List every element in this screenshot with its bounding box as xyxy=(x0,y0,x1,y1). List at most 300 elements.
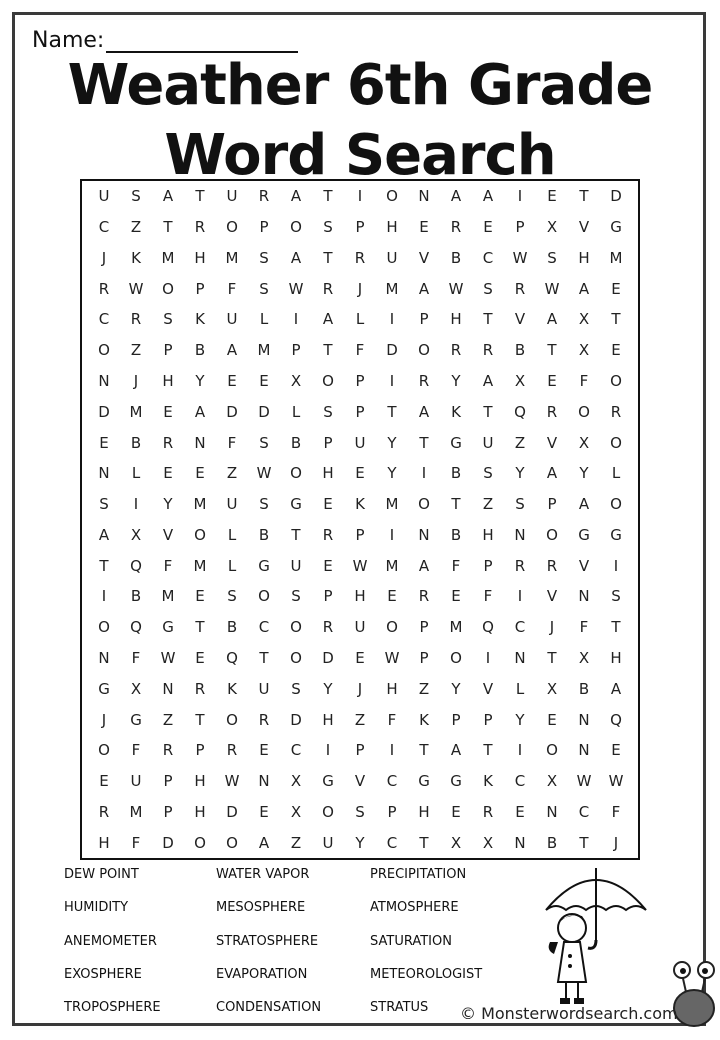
grid-letter: N xyxy=(418,525,430,544)
grid-letter: Z xyxy=(130,218,142,237)
grid-letter: A xyxy=(322,310,334,329)
grid-letter: E xyxy=(483,218,493,237)
grid-letter: K xyxy=(131,248,141,267)
grid-letter: T xyxy=(323,248,333,267)
grid-letter: R xyxy=(322,525,334,544)
grid-letter: O xyxy=(226,833,238,852)
grid-letter: G xyxy=(610,525,622,544)
grid-letter: T xyxy=(195,710,205,729)
grid-letter: U xyxy=(322,833,334,852)
grid-letter: E xyxy=(163,464,173,483)
word-list-item: EVAPORATION xyxy=(216,967,308,983)
grid-letter: I xyxy=(101,587,107,606)
grid-letter: F xyxy=(227,433,237,452)
grid-letter: H xyxy=(194,248,206,267)
grid-letter: X xyxy=(546,679,558,698)
grid-letter: Z xyxy=(482,495,494,514)
grid-letter: M xyxy=(161,587,175,606)
grid-letter: M xyxy=(385,556,399,575)
grid-letter: H xyxy=(386,218,398,237)
grid-letter: F xyxy=(131,833,141,852)
grid-letter: L xyxy=(131,464,141,483)
grid-letter: P xyxy=(163,341,173,360)
grid-letter: I xyxy=(517,741,523,760)
grid-letter: X xyxy=(546,218,558,237)
grid-letter: B xyxy=(578,679,590,698)
grid-letter: P xyxy=(483,710,493,729)
grid-letter: R xyxy=(546,402,558,421)
grid-letter: S xyxy=(547,248,557,267)
grid-letter: O xyxy=(386,187,398,206)
grid-letter: M xyxy=(193,556,207,575)
grid-letter: F xyxy=(131,648,141,667)
grid-letter: B xyxy=(514,341,526,360)
grid-letter: T xyxy=(195,187,205,206)
grid-letter: N xyxy=(162,679,174,698)
grid-letter: B xyxy=(546,833,558,852)
grid-letter: T xyxy=(611,310,621,329)
grid-letter: V xyxy=(418,248,430,267)
grid-letter: D xyxy=(98,402,110,421)
grid-letter: F xyxy=(611,802,621,821)
grid-letter: Z xyxy=(162,710,174,729)
grid-letter: T xyxy=(195,618,205,637)
grid-letter: G xyxy=(130,710,142,729)
grid-letter: R xyxy=(482,341,494,360)
grid-letter: O xyxy=(98,618,110,637)
grid-letter: P xyxy=(355,741,365,760)
grid-letter: U xyxy=(130,772,142,791)
grid-letter: M xyxy=(385,495,399,514)
grid-letter: S xyxy=(323,402,333,421)
grid-letter: J xyxy=(101,710,107,729)
grid-letter: A xyxy=(258,833,270,852)
grid-letter: G xyxy=(98,679,110,698)
grid-letter: D xyxy=(226,402,238,421)
grid-letter: C xyxy=(386,833,398,852)
grid-letter: X xyxy=(130,679,142,698)
grid-letter: K xyxy=(451,402,461,421)
grid-letter: N xyxy=(258,772,270,791)
grid-letter: C xyxy=(578,802,590,821)
grid-letter: L xyxy=(291,402,301,421)
grid-letter: T xyxy=(483,310,493,329)
grid-letter: J xyxy=(549,618,555,637)
grid-letter: A xyxy=(418,402,430,421)
grid-letter: P xyxy=(195,279,205,298)
grid-letter: G xyxy=(418,772,430,791)
grid-letter: E xyxy=(195,648,205,667)
grid-letter: E xyxy=(99,772,109,791)
grid-letter: A xyxy=(578,495,590,514)
grid-letter: Y xyxy=(579,464,589,483)
grid-letter: E xyxy=(547,710,557,729)
grid-letter: A xyxy=(290,187,302,206)
grid-letter: U xyxy=(258,679,270,698)
grid-letter: S xyxy=(483,464,493,483)
grid-letter: O xyxy=(610,495,622,514)
grid-letter: C xyxy=(386,772,398,791)
word-list-item: TROPOSPHERE xyxy=(64,1000,161,1016)
grid-letter: I xyxy=(517,187,523,206)
grid-letter: O xyxy=(290,218,302,237)
grid-letter: W xyxy=(352,556,368,575)
grid-letter: G xyxy=(290,495,302,514)
grid-letter: R xyxy=(482,802,494,821)
grid-letter: E xyxy=(323,495,333,514)
word-list-item: SATURATION xyxy=(370,933,452,949)
grid-letter: P xyxy=(451,710,461,729)
grid-letter: V xyxy=(578,556,590,575)
grid-letter: Z xyxy=(226,464,238,483)
grid-letter: M xyxy=(225,248,239,267)
grid-letter: M xyxy=(161,248,175,267)
grid-letter: V xyxy=(354,772,366,791)
grid-letter: I xyxy=(389,741,395,760)
grid-letter: K xyxy=(419,710,429,729)
grid-letter: C xyxy=(514,618,526,637)
grid-letter: N xyxy=(514,648,526,667)
grid-letter: Y xyxy=(515,710,525,729)
grid-letter: G xyxy=(450,433,462,452)
grid-letter: C xyxy=(98,310,110,329)
grid-letter: C xyxy=(482,248,494,267)
word-list-item: WATER VAPOR xyxy=(216,867,310,883)
grid-letter: O xyxy=(290,648,302,667)
grid-letter: P xyxy=(323,587,333,606)
grid-letter: C xyxy=(290,741,302,760)
grid-letter: P xyxy=(355,402,365,421)
grid-letter: J xyxy=(133,372,139,391)
grid-letter: O xyxy=(386,618,398,637)
grid-letter: I xyxy=(485,648,491,667)
grid-letter: Y xyxy=(355,833,365,852)
grid-letter: H xyxy=(354,587,366,606)
grid-letter: N xyxy=(514,833,526,852)
word-list-item: STRATOSPHERE xyxy=(216,933,319,949)
grid-letter: W xyxy=(128,279,144,298)
grid-letter: T xyxy=(547,648,557,667)
word-list-item: MESOSPHERE xyxy=(216,900,306,916)
grid-letter: U xyxy=(354,433,366,452)
grid-letter: X xyxy=(450,833,462,852)
page-title-line-1: Weather 6th Grade xyxy=(67,53,653,118)
grid-letter: X xyxy=(482,833,494,852)
grid-letter: Q xyxy=(130,618,142,637)
grid-letter: A xyxy=(578,279,590,298)
grid-letter: H xyxy=(386,679,398,698)
grid-letter: L xyxy=(259,310,269,329)
grid-letter: P xyxy=(163,772,173,791)
copyright-credit: © Monsterwordsearch.com xyxy=(460,1004,678,1023)
grid-letter: V xyxy=(162,525,174,544)
grid-letter: P xyxy=(323,433,333,452)
grid-letter: W xyxy=(448,279,464,298)
grid-letter: O xyxy=(290,464,302,483)
grid-letter: D xyxy=(162,833,174,852)
grid-letter: Z xyxy=(514,433,526,452)
grid-letter: K xyxy=(227,679,237,698)
grid-letter: E xyxy=(611,741,621,760)
grid-letter: O xyxy=(418,341,430,360)
grid-letter: T xyxy=(483,741,493,760)
grid-letter: O xyxy=(258,587,270,606)
grid-letter: L xyxy=(515,679,525,698)
grid-letter: O xyxy=(610,433,622,452)
grid-letter: S xyxy=(355,802,365,821)
grid-letter: R xyxy=(514,556,526,575)
grid-letter: B xyxy=(450,248,462,267)
grid-letter: L xyxy=(227,525,237,544)
grid-letter: T xyxy=(451,495,461,514)
grid-letter: R xyxy=(354,248,366,267)
grid-letter: O xyxy=(578,402,590,421)
grid-letter: V xyxy=(482,679,494,698)
grid-letter: S xyxy=(291,587,301,606)
grid-letter: T xyxy=(99,556,109,575)
grid-letter: A xyxy=(482,187,494,206)
grid-letter: Q xyxy=(514,402,526,421)
grid-letter: B xyxy=(130,433,142,452)
grid-letter: A xyxy=(194,402,206,421)
grid-letter: E xyxy=(419,218,429,237)
grid-letter: K xyxy=(483,772,493,791)
grid-letter: P xyxy=(355,218,365,237)
grid-letter: W xyxy=(544,279,560,298)
grid-letter: Y xyxy=(387,433,397,452)
grid-letter: O xyxy=(226,218,238,237)
grid-letter: H xyxy=(322,464,334,483)
grid-letter: Z xyxy=(418,679,430,698)
grid-letter: X xyxy=(290,802,302,821)
word-list-item: DEW POINT xyxy=(64,867,139,883)
word-list xyxy=(64,858,504,1024)
grid-letter: Q xyxy=(482,618,494,637)
word-list-item: ATMOSPHERE xyxy=(370,900,459,916)
name-label: Name: xyxy=(32,28,105,53)
grid-letter: C xyxy=(258,618,270,637)
grid-letter: H xyxy=(194,772,206,791)
grid-letter: A xyxy=(162,187,174,206)
grid-letter: P xyxy=(419,648,429,667)
grid-letter: R xyxy=(194,218,206,237)
grid-letter: Y xyxy=(515,464,525,483)
grid-letter: M xyxy=(609,248,623,267)
grid-letter: V xyxy=(514,310,526,329)
grid-letter: F xyxy=(483,587,493,606)
grid-letter: E xyxy=(195,464,205,483)
grid-letter: T xyxy=(323,187,333,206)
grid-letter: X xyxy=(578,341,590,360)
grid-letter: F xyxy=(387,710,397,729)
grid-letter: B xyxy=(258,525,270,544)
grid-letter: S xyxy=(163,310,173,329)
grid-letter: R xyxy=(258,187,270,206)
grid-letter: P xyxy=(483,556,493,575)
word-list-item: CONDENSATION xyxy=(216,1000,322,1016)
grid-letter: J xyxy=(357,279,363,298)
grid-letter: R xyxy=(450,341,462,360)
grid-letter: P xyxy=(195,741,205,760)
grid-letter: Y xyxy=(195,372,205,391)
grid-letter: E xyxy=(547,187,557,206)
grid-letter: O xyxy=(194,525,206,544)
name-blank-line xyxy=(106,29,298,53)
grid-letter: N xyxy=(418,187,430,206)
grid-letter: P xyxy=(547,495,557,514)
grid-letter: I xyxy=(325,741,331,760)
grid-letter: B xyxy=(194,341,206,360)
grid-letter: X xyxy=(578,648,590,667)
grid-letter: D xyxy=(610,187,622,206)
grid-letter: S xyxy=(259,248,269,267)
grid-letter: U xyxy=(226,495,238,514)
grid-letter: S xyxy=(131,187,141,206)
grid-letter: T xyxy=(259,648,269,667)
grid-letter: Y xyxy=(451,372,461,391)
grid-letter: R xyxy=(130,310,142,329)
grid-letter: G xyxy=(450,772,462,791)
grid-letter: T xyxy=(579,187,589,206)
word-list-item: ANEMOMETER xyxy=(64,933,157,949)
grid-letter: E xyxy=(387,587,397,606)
grid-letter: O xyxy=(226,710,238,729)
grid-letter: E xyxy=(515,802,525,821)
grid-letter: I xyxy=(389,310,395,329)
grid-letter: I xyxy=(357,187,363,206)
grid-letter: M xyxy=(129,402,143,421)
name-field xyxy=(32,28,298,53)
letter-grid xyxy=(80,179,640,860)
grid-letter: E xyxy=(195,587,205,606)
grid-letter: N xyxy=(578,710,590,729)
grid-letter: I xyxy=(517,587,523,606)
grid-letter: N xyxy=(546,802,558,821)
grid-letter: I xyxy=(389,372,395,391)
grid-letter: A xyxy=(226,341,238,360)
grid-letter: P xyxy=(259,218,269,237)
word-list-item: EXOSPHERE xyxy=(64,967,142,983)
page-title-line-2: Word Search xyxy=(164,123,556,188)
grid-letter: F xyxy=(579,372,589,391)
grid-letter: C xyxy=(98,218,110,237)
grid-letter: N xyxy=(578,741,590,760)
grid-letter: W xyxy=(576,772,592,791)
grid-letter: E xyxy=(323,556,333,575)
grid-letter: S xyxy=(291,679,301,698)
grid-letter: R xyxy=(322,618,334,637)
grid-letter: Z xyxy=(130,341,142,360)
grid-letter: R xyxy=(258,710,270,729)
grid-letter: S xyxy=(515,495,525,514)
grid-letter: T xyxy=(483,402,493,421)
grid-letter: T xyxy=(419,833,429,852)
grid-letter: R xyxy=(162,741,174,760)
grid-letter: A xyxy=(450,741,462,760)
grid-letter: W xyxy=(512,248,528,267)
grid-letter: S xyxy=(259,433,269,452)
grid-letter: X xyxy=(290,372,302,391)
grid-letter: S xyxy=(323,218,333,237)
grid-letter: K xyxy=(195,310,205,329)
grid-letter: E xyxy=(451,802,461,821)
grid-letter: R xyxy=(322,279,334,298)
grid-letter: U xyxy=(226,187,238,206)
grid-letter: F xyxy=(451,556,461,575)
grid-letter: L xyxy=(611,464,621,483)
grid-letter: O xyxy=(322,802,334,821)
word-list-item: METEOROLOGIST xyxy=(370,967,483,983)
grid-letter: X xyxy=(130,525,142,544)
grid-letter: N xyxy=(514,525,526,544)
word-list-item: STRATUS xyxy=(370,1000,429,1016)
grid-letter: H xyxy=(610,648,622,667)
grid-letter: F xyxy=(227,279,237,298)
grid-letter: W xyxy=(384,648,400,667)
grid-letter: M xyxy=(449,618,463,637)
grid-letter: V xyxy=(578,218,590,237)
grid-letter: Y xyxy=(163,495,173,514)
grid-letter: W xyxy=(160,648,176,667)
grid-letter: B xyxy=(130,587,142,606)
grid-letter: A xyxy=(610,679,622,698)
grid-letter: B xyxy=(226,618,238,637)
grid-letter: T xyxy=(387,402,397,421)
grid-letter: T xyxy=(579,833,589,852)
grid-letter: E xyxy=(259,372,269,391)
grid-letter: E xyxy=(355,648,365,667)
grid-letter: D xyxy=(290,710,302,729)
grid-letter: S xyxy=(259,495,269,514)
grid-letter: O xyxy=(290,618,302,637)
word-list-item: PRECIPITATION xyxy=(370,867,467,883)
grid-letter: G xyxy=(610,218,622,237)
grid-letter: E xyxy=(547,372,557,391)
grid-letter: P xyxy=(291,341,301,360)
grid-letter: U xyxy=(354,618,366,637)
grid-letter: I xyxy=(421,464,427,483)
grid-letter: R xyxy=(194,679,206,698)
grid-letter: R xyxy=(226,741,238,760)
grid-letter: P xyxy=(355,525,365,544)
grid-letter: Z xyxy=(290,833,302,852)
grid-letter: X xyxy=(578,433,590,452)
grid-letter: N xyxy=(98,372,110,391)
grid-letter: N xyxy=(98,648,110,667)
grid-letter: T xyxy=(291,525,301,544)
grid-letter: E xyxy=(611,279,621,298)
grid-letter: J xyxy=(357,679,363,698)
grid-letter: F xyxy=(163,556,173,575)
grid-letter: Z xyxy=(354,710,366,729)
grid-letter: D xyxy=(258,402,270,421)
grid-letter: X xyxy=(290,772,302,791)
grid-letter: H xyxy=(162,372,174,391)
grid-letter: G xyxy=(578,525,590,544)
grid-letter: F xyxy=(131,741,141,760)
grid-letter: T xyxy=(611,618,621,637)
grid-letter: A xyxy=(546,464,558,483)
grid-letter: F xyxy=(579,618,589,637)
grid-letter: O xyxy=(418,495,430,514)
grid-letter: Q xyxy=(226,648,238,667)
grid-letter: W xyxy=(256,464,272,483)
grid-letter: T xyxy=(323,341,333,360)
grid-letter: J xyxy=(101,248,107,267)
grid-letter: S xyxy=(99,495,109,514)
grid-letter: P xyxy=(355,372,365,391)
grid-letter: O xyxy=(610,372,622,391)
